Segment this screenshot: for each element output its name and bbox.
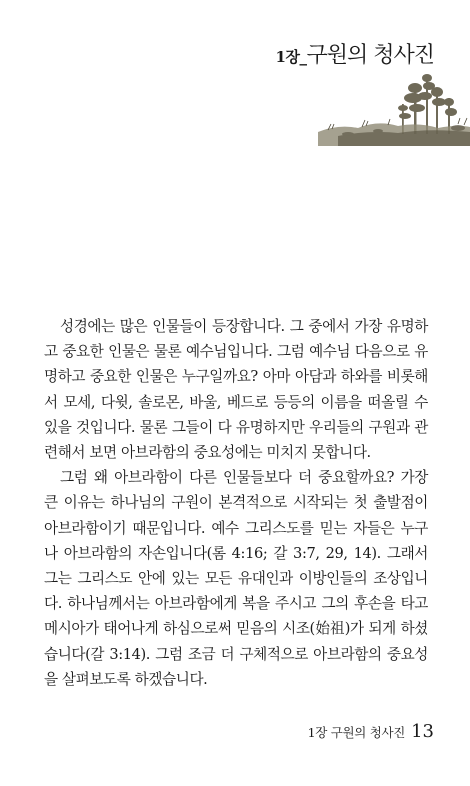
page-number: 13 [411, 721, 434, 742]
ink-landscape-illustration [318, 70, 470, 146]
chapter-heading [276, 38, 434, 69]
running-head: 1장 구원의 청사진 [307, 725, 406, 740]
chapter-title: 구원의 청사진 [306, 43, 434, 68]
body-text [44, 314, 428, 692]
paragraph: 그럼 왜 아브라함이 다른 인물들보다 더 중요할까요? 가장 큰 이유는 하나님의 구원이 본격적으로 시작되는 첫 출발점이 아브라함이기 때문입니다. 예수 그리스도를 믿는 자들은 누구나 아브라함의 자손입니다(롬 4:16; 갈 3:7, 29, 14). 그래서 그는 그리스도 안에 있는 모든 유대인과 이방인들의 조상입니다. 하나님께서는 아브라함에게 복을 주시고 그의 후손을 타고 메시아가 태어나게 하심으로써 믿음의 시조(始祖)가 되게 하셨습니다(갈 3:14). 그럼 조금 더 구체적으로 아브라함의 중요성을 살펴보도록 하겠습니다. [44, 469, 428, 688]
chapter-number: 1장_ [275, 48, 307, 66]
paragraph: 성경에는 많은 인물들이 등장합니다. 그 중에서 가장 유명하고 중요한 인물은 물론 예수님입니다. 그럼 예수님 다음으로 유명하고 중요한 인물은 누구일까요? 아마 아담과 하와를 비롯해서 모세, 다윗, 솔로몬, 바울, 베드로 등등의 이름을 떠올릴 수 있을 것입니다. 물론 그들이 다 유명하지만 우리들의 구원과 관련해서 보면 아브라함의 중요성에는 미치지 못합니다. [44, 318, 428, 462]
page-footer [308, 721, 434, 742]
